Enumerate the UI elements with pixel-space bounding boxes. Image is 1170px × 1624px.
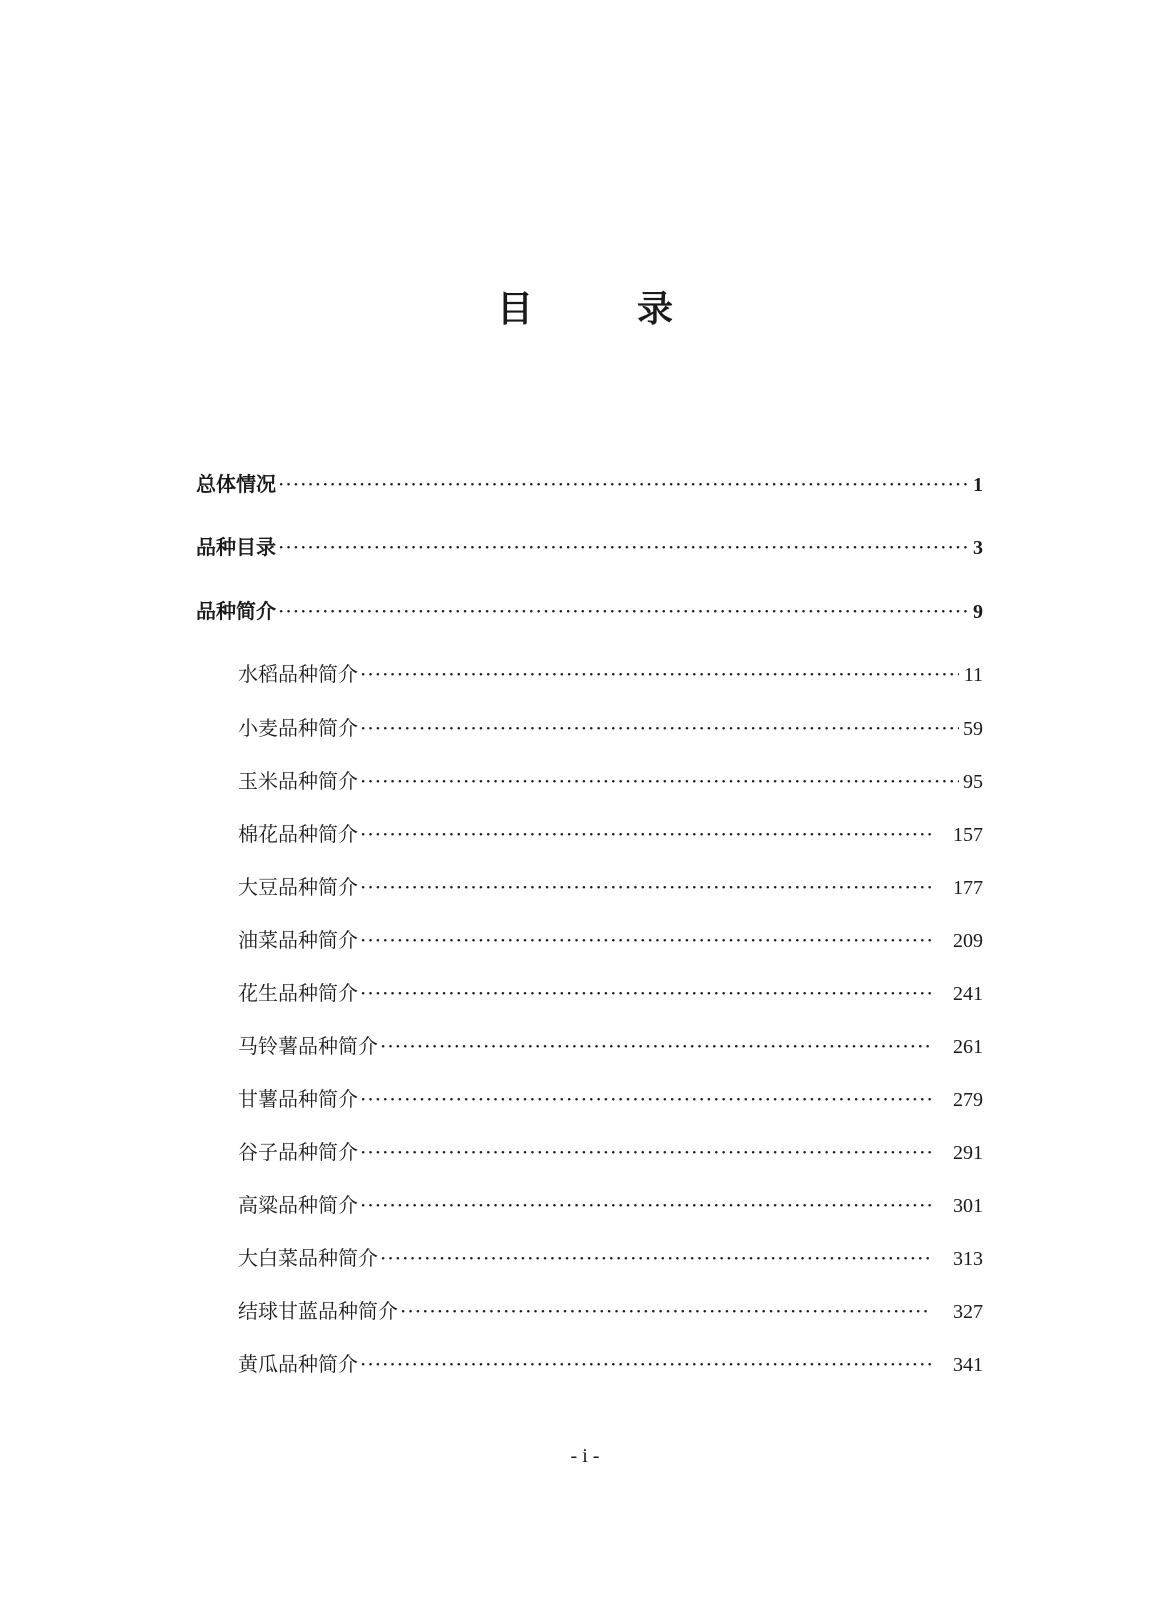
- toc-entry-label: 水稻品种简介: [238, 662, 358, 686]
- toc-entry-label: 结球甘蓝品种简介: [238, 1299, 398, 1323]
- toc-entry-page: 9: [973, 601, 983, 623]
- toc-leader-dots: [360, 979, 931, 1007]
- toc-entry-cabbage[interactable]: [238, 1297, 983, 1325]
- toc-leader-dots: [278, 470, 967, 498]
- toc-leader-dots: [360, 1191, 931, 1219]
- toc-leader-dots: [360, 714, 959, 742]
- toc-entry-sorghum[interactable]: [238, 1191, 983, 1219]
- toc-entry-page: 59: [963, 718, 983, 740]
- toc-leader-dots: [380, 1032, 931, 1060]
- toc-leader-dots: [360, 1085, 931, 1113]
- toc-leader-dots: [360, 767, 959, 795]
- toc-entry-page: 301: [953, 1195, 983, 1217]
- toc-leader-dots: [360, 820, 931, 848]
- toc-entry-label: 棉花品种简介: [238, 822, 358, 846]
- toc-entry-cotton[interactable]: [238, 820, 983, 848]
- toc-entry-page: 327: [953, 1301, 983, 1323]
- toc-entry-cucumber[interactable]: [238, 1350, 983, 1378]
- page-number-footer: - i -: [570, 1445, 600, 1467]
- toc-entry-potato[interactable]: [238, 1032, 983, 1060]
- page-title: 目 录: [496, 288, 707, 330]
- toc-leader-dots: [400, 1297, 931, 1325]
- toc-entry-millet[interactable]: [238, 1138, 983, 1166]
- toc-entry-page: 291: [953, 1142, 983, 1164]
- toc-entry-variety-intro[interactable]: [196, 597, 983, 625]
- toc-leader-dots: [380, 1244, 931, 1272]
- toc-leader-dots: [360, 1350, 931, 1378]
- toc-entry-label: 甘薯品种简介: [238, 1087, 358, 1111]
- toc-entry-peanut[interactable]: [238, 979, 983, 1007]
- toc-entry-page: 177: [953, 877, 983, 899]
- toc-entry-page: 157: [953, 824, 983, 846]
- toc-entry-variety-catalog[interactable]: [196, 533, 983, 561]
- toc-entry-sweet-potato[interactable]: [238, 1085, 983, 1113]
- toc-leader-dots: [360, 873, 931, 901]
- toc-entry-page: 209: [953, 930, 983, 952]
- toc-leader-dots: [278, 533, 967, 561]
- toc-entry-label: 高粱品种简介: [238, 1193, 358, 1217]
- toc-entry-label: 黄瓜品种简介: [238, 1352, 358, 1376]
- toc-entry-corn[interactable]: [238, 767, 983, 795]
- toc-entry-page: 3: [973, 537, 983, 559]
- toc-leader-dots: [360, 1138, 931, 1166]
- toc-entry-page: 279: [953, 1089, 983, 1111]
- toc-entry-page: 313: [953, 1248, 983, 1270]
- toc-entry-label: 花生品种简介: [238, 981, 358, 1005]
- toc-leader-dots: [278, 597, 967, 625]
- toc-entry-page: 261: [953, 1036, 983, 1058]
- toc-entry-label: 谷子品种简介: [238, 1140, 358, 1164]
- toc-leader-dots: [360, 926, 931, 954]
- toc-entry-rice[interactable]: [238, 660, 983, 688]
- toc-entry-page: 341: [953, 1354, 983, 1376]
- toc-entry-rapeseed[interactable]: [238, 926, 983, 954]
- toc-entry-label: 大白菜品种简介: [238, 1246, 378, 1270]
- toc-entry-page: 241: [953, 983, 983, 1005]
- toc-entry-label: 大豆品种简介: [238, 875, 358, 899]
- toc-entry-page: 11: [963, 664, 983, 686]
- toc-entry-overview[interactable]: [196, 470, 983, 498]
- toc-entry-chinese-cabbage[interactable]: [238, 1244, 983, 1272]
- toc-entry-label: 油菜品种简介: [238, 928, 358, 952]
- toc-entry-label: 玉米品种简介: [238, 769, 358, 793]
- toc-entry-label: 品种目录: [196, 535, 276, 559]
- toc-entry-label: 小麦品种简介: [238, 716, 358, 740]
- toc-leader-dots: [360, 660, 959, 688]
- toc-entry-wheat[interactable]: [238, 714, 983, 742]
- toc-entry-page: 1: [973, 474, 983, 496]
- toc-entry-label: 总体情况: [196, 472, 276, 496]
- toc-entry-page: 95: [963, 771, 983, 793]
- toc-entry-label: 品种简介: [196, 599, 276, 623]
- toc-entry-soybean[interactable]: [238, 873, 983, 901]
- toc-entry-label: 马铃薯品种简介: [238, 1034, 378, 1058]
